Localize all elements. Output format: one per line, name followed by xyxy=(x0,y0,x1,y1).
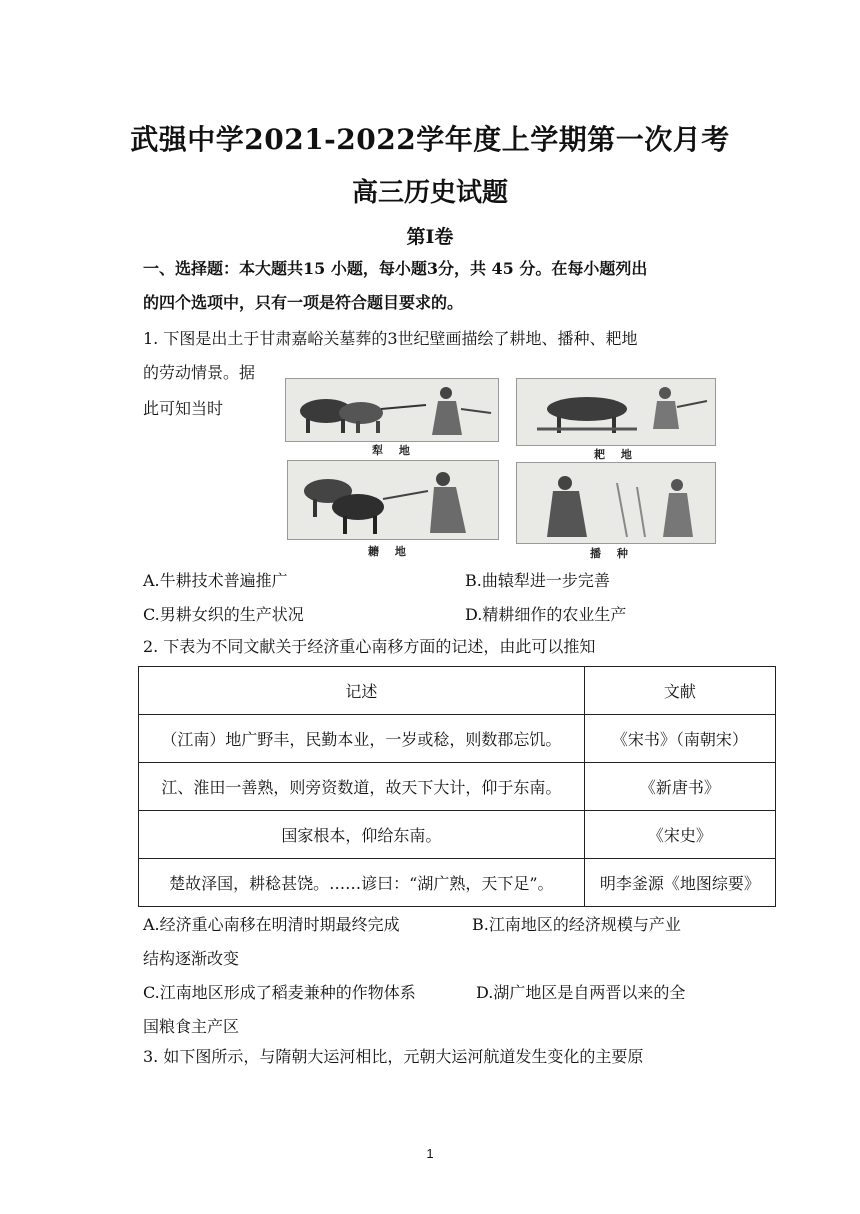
page-number: 1 xyxy=(426,1146,434,1161)
table-row xyxy=(139,811,776,859)
question-2-option-b: B.江南地区的经济规模与产业 xyxy=(472,915,681,934)
mural-caption-leveling: 耱 地 xyxy=(368,545,412,558)
section-instruction-line-1: 一、选择题：本大题共15 小题，每小题3分，共 45 分。在每小题列出 xyxy=(143,259,648,278)
table-row xyxy=(139,763,776,811)
question-3-stem: 3. 如下图所示，与隋朝大运河相比，元朝大运河航道发生变化的主要原 xyxy=(143,1047,644,1066)
table-cell-source: 《宋史》 xyxy=(584,811,775,859)
mural-caption-plowing: 犁 地 xyxy=(372,444,416,457)
mural-caption-harrowing: 耙 地 xyxy=(594,448,638,461)
table-cell-record: 江、淮田一善熟，则旁资数道，故天下大计，仰于东南。 xyxy=(139,763,585,811)
question-1-option-b: B.曲辕犁进一步完善 xyxy=(465,571,610,590)
page-title: 武强中学2021-2022学年度上学期第一次月考 xyxy=(130,123,730,156)
question-1-stem-line-1: 1. 下图是出土于甘肃嘉峪关墓葬的3世纪壁画描绘了耕地、播种、耙地 xyxy=(143,329,638,348)
question-2-stem: 2. 下表为不同文献关于经济重心南移方面的记述，由此可以推知 xyxy=(143,637,596,656)
table-header-row xyxy=(139,667,776,715)
question-1-option-c: C.男耕女织的生产状况 xyxy=(143,605,304,624)
question-1-option-a: A.牛耕技术普遍推广 xyxy=(143,571,288,590)
table-cell-source: 明李釜源《地图综要》 xyxy=(584,859,775,907)
table-cell-record: （江南）地广野丰，民勤本业，一岁或稔，则数郡忘饥。 xyxy=(139,715,585,763)
question-2-option-d-continued: 国粮食主产区 xyxy=(143,1017,240,1036)
question-1-option-d: D.精耕细作的农业生产 xyxy=(465,605,627,624)
mural-image-sowing xyxy=(516,462,716,544)
mural-caption-sowing: 播 种 xyxy=(590,547,634,560)
table-cell-record: 国家根本，仰给东南。 xyxy=(139,811,585,859)
question-2-option-c: C.江南地区形成了稻麦兼种的作物体系 xyxy=(143,983,416,1002)
table-row xyxy=(139,859,776,907)
question-2-option-b-continued: 结构逐渐改变 xyxy=(143,949,240,968)
table-row xyxy=(139,715,776,763)
records-table xyxy=(138,666,776,907)
table-cell-source: 《新唐书》 xyxy=(584,763,775,811)
mural-image-harrowing xyxy=(516,378,716,446)
question-2-option-d: D.湖广地区是自两晋以来的全 xyxy=(476,983,686,1002)
table-cell-source: 《宋书》（南朝宋） xyxy=(584,715,775,763)
table-header-source: 文献 xyxy=(584,667,775,715)
table-header-record: 记述 xyxy=(139,667,585,715)
mural-image-leveling xyxy=(287,460,499,540)
mural-image-plowing xyxy=(285,378,499,442)
question-1-stem-line-2: 的劳动情景。据 xyxy=(143,363,256,382)
volume-heading: 第Ⅰ卷 xyxy=(406,226,454,248)
question-1-stem-line-3: 此可知当时 xyxy=(143,399,224,418)
section-instruction-line-2: 的四个选项中，只有一项是符合题目要求的。 xyxy=(143,293,464,312)
page-subtitle: 高三历史试题 xyxy=(351,178,508,208)
table-cell-record: 楚故泽国，耕稔甚饶。……谚曰：“湖广熟，天下足”。 xyxy=(139,859,585,907)
question-2-option-a: A.经济重心南移在明清时期最终完成 xyxy=(143,915,400,934)
